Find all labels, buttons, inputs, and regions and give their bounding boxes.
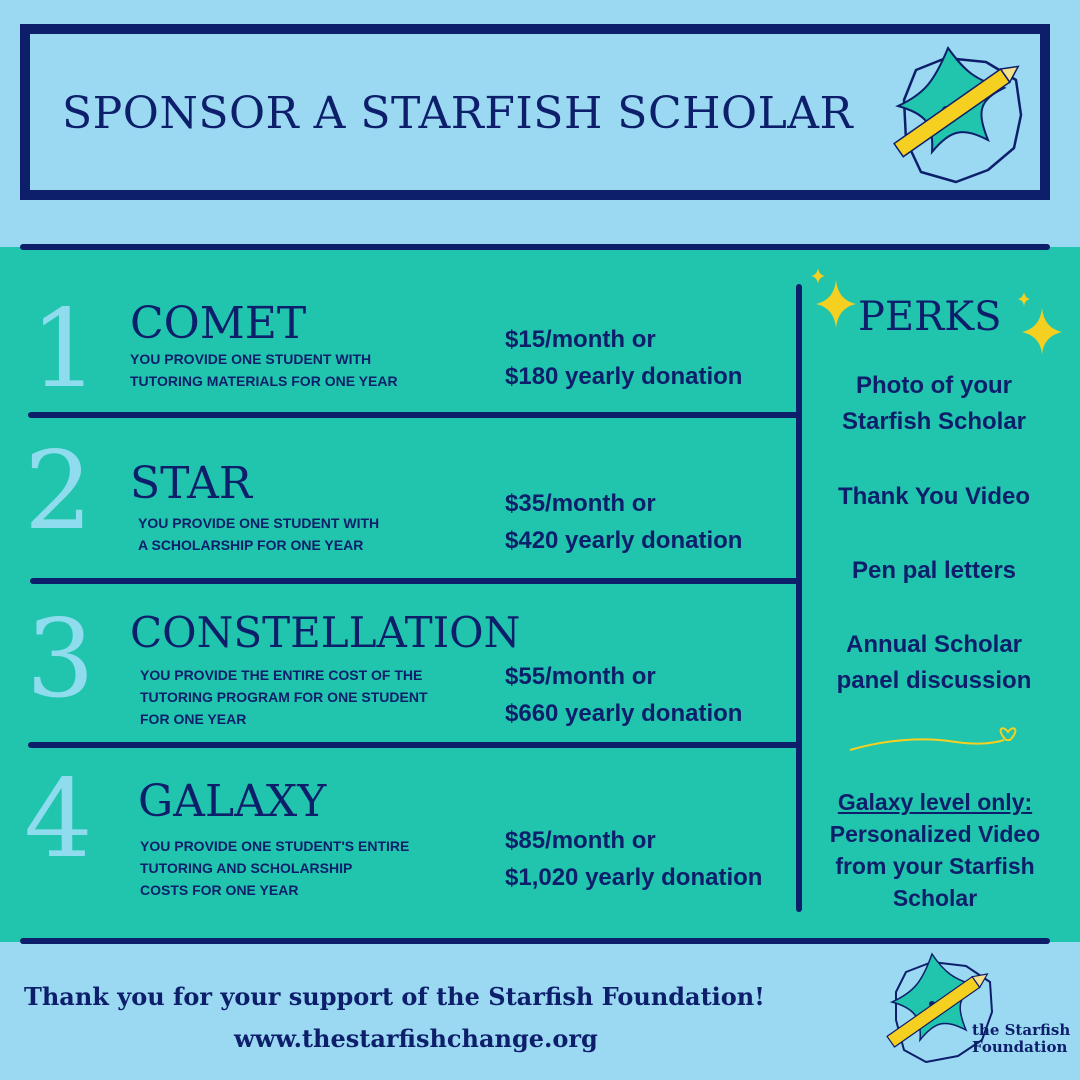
- footer-url[interactable]: www.thestarfishchange.org: [234, 1024, 598, 1053]
- perk-item: Photo of your Starfish Scholar: [841, 372, 1027, 435]
- tier-description: YOU PROVIDE ONE STUDENT WITH A SCHOLARSHIP FOR ONE YEAR: [138, 515, 380, 553]
- tier-description: YOU PROVIDE ONE STUDENT WITH TUTORING MATERIALS FOR ONE YEAR: [130, 351, 398, 389]
- tier-price: $85/month or $1,020 yearly donation: [505, 827, 763, 891]
- tier-divider: [28, 742, 800, 748]
- tier-name: COMET: [130, 298, 307, 349]
- footer-divider: [20, 938, 1050, 944]
- tier-price: $35/month or $420 yearly donation: [505, 490, 743, 554]
- tier-name: STAR: [130, 458, 252, 509]
- header-divider: [20, 244, 1050, 250]
- sparkle-icon: [806, 266, 862, 330]
- sparkle-icon: [1014, 290, 1070, 356]
- tier-description: YOU PROVIDE THE ENTIRE COST OF THE TUTORING PROGRAM FOR ONE STUDENT FOR ONE YEAR: [140, 667, 428, 727]
- brand-name: the Starfish Foundation: [972, 1021, 1071, 1056]
- tier-price: $15/month or $180 yearly donation: [505, 326, 743, 390]
- perk-item: Annual Scholar panel discussion: [836, 631, 1032, 694]
- tier-divider: [28, 412, 800, 418]
- perk-item: Thank You Video: [837, 483, 1031, 510]
- tier-number: 4: [24, 757, 93, 882]
- tier-name: GALAXY: [138, 776, 327, 827]
- footer-thanks: Thank you for your support of the Starfish Foundation!: [24, 982, 765, 1011]
- perks-title: PERKS: [858, 294, 1002, 340]
- starfish-pencil-logo-icon: [876, 40, 1036, 190]
- tier-number: 2: [24, 429, 93, 554]
- page-title: SPONSOR A STARFISH SCHOLAR: [62, 88, 854, 139]
- galaxy-perk: Galaxy level only: Personalized Video from your Starfish Scholar: [800, 786, 1070, 914]
- tier-name: CONSTELLATION: [130, 608, 521, 657]
- galaxy-perk-heading: Galaxy level only:: [837, 789, 1033, 815]
- tier-number: 1: [30, 287, 99, 412]
- perk-item: Pen pal letters: [851, 557, 1017, 584]
- tier-number: 3: [26, 597, 95, 722]
- tier-divider: [30, 578, 800, 584]
- heart-flourish-icon: [846, 726, 1026, 756]
- tier-price: $55/month or $660 yearly donation: [505, 663, 743, 727]
- tier-description: YOU PROVIDE ONE STUDENT'S ENTIRE TUTORING AND SCHOLARSHIP COSTS FOR ONE YEAR: [140, 838, 410, 898]
